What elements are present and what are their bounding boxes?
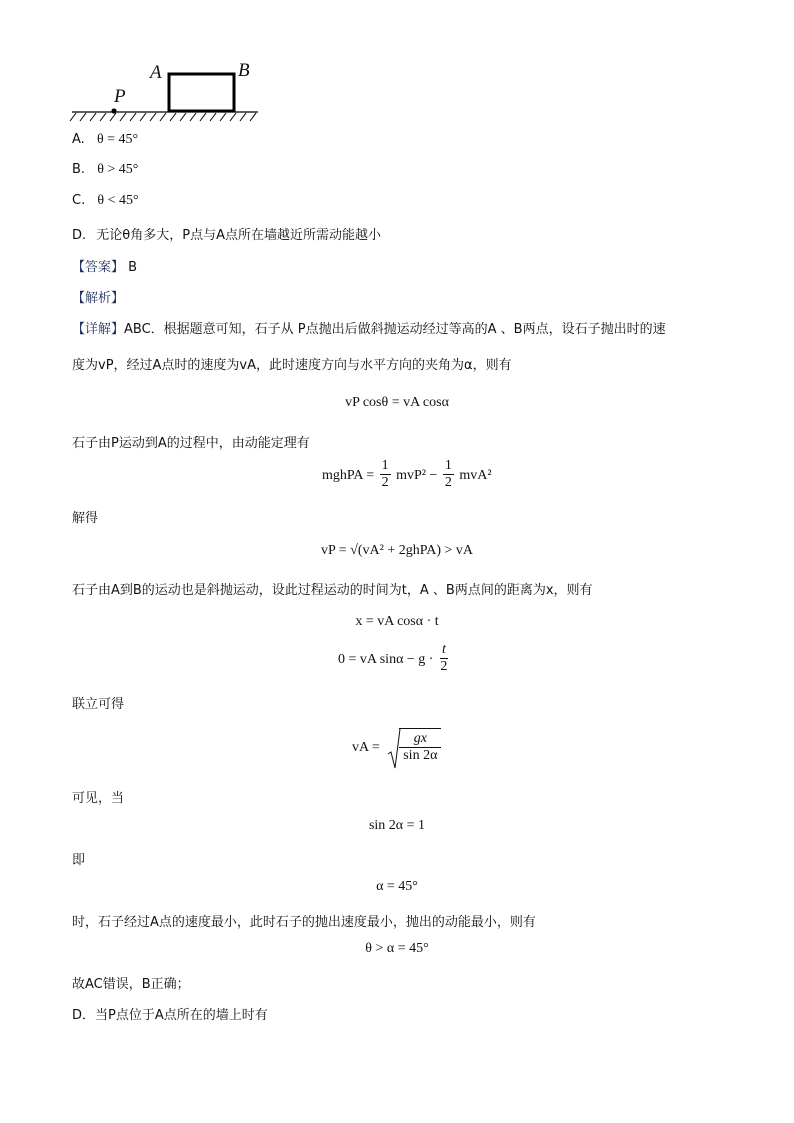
- equation-8: α = 45°: [376, 879, 418, 894]
- equation-6: [352, 728, 441, 764]
- eq6-sqrt: [387, 728, 441, 764]
- eq2-right: mvA²: [459, 468, 492, 483]
- eq5-frac-den: 2: [440, 659, 448, 674]
- option-d-letter: D.: [72, 228, 87, 243]
- option-a: [72, 132, 138, 148]
- eq6-left: vA =: [352, 740, 380, 755]
- answer-value: B: [128, 260, 138, 275]
- detail-line-6: 联立可得: [72, 697, 125, 712]
- option-b-letter: B.: [72, 162, 86, 177]
- equation-1: vP cosθ = vA cosα: [345, 395, 449, 410]
- detail-line-9: 时，石子经过A点的速度最小，此时石子的抛出速度最小，抛出的动能最小，则有: [72, 915, 536, 930]
- detail-line-4: 解得: [72, 511, 99, 526]
- detail-line-3: 石子由P运动到A的过程中，由动能定理有: [72, 436, 310, 451]
- option-c: [72, 193, 139, 209]
- option-b-expr: θ > 45°: [97, 162, 139, 177]
- option-b: [72, 162, 138, 178]
- eq2-mid: mvP² −: [396, 468, 438, 483]
- equation-9: θ > α = 45°: [365, 941, 429, 956]
- equation-4: x = vA cosα · t: [355, 614, 439, 629]
- eq5-frac: [440, 642, 448, 675]
- equation-5: [338, 642, 448, 675]
- detail-line-10: 故AC错误，B正确；: [72, 977, 190, 992]
- option-d-text: 无论θ角多大，P点与A点所在墙越近所需动能越小: [96, 228, 381, 243]
- detail-line-7: 可见，当: [72, 791, 125, 806]
- answer-line: [72, 256, 137, 275]
- eq5-left: 0 = vA sinα − g ·: [338, 652, 434, 667]
- eq2-frac-b-den: 2: [444, 475, 452, 490]
- analysis-tag: 【解析】: [72, 291, 125, 306]
- equation-7: sin 2α = 1: [368, 818, 426, 833]
- detail-line-5: 石子由A到B的运动也是斜抛运动，设此过程运动的时间为t，A 、B两点间的距离为x，则有: [72, 583, 593, 598]
- eq2-frac-a-num: 1: [381, 458, 389, 473]
- equation-2: [322, 458, 492, 491]
- eq2-frac-a: [380, 458, 391, 491]
- detail-line-8: 即: [72, 853, 86, 868]
- option-c-expr: θ < 45°: [97, 193, 139, 208]
- label-a: A: [150, 62, 162, 83]
- detail-line-2: 度为vP，经过A点时的速度为vA，此时速度方向与水平方向的夹角为α，则有: [72, 358, 512, 373]
- label-p: P: [114, 86, 126, 107]
- detail-tag: 【详解】: [72, 322, 125, 337]
- eq6-frac-num: gx: [399, 731, 441, 748]
- eq2-frac-b: [443, 458, 454, 491]
- label-b: B: [238, 60, 250, 81]
- answer-tag: 【答案】: [72, 260, 125, 275]
- eq2-left: mghPA =: [322, 468, 375, 483]
- eq6-frac: [399, 728, 441, 764]
- option-d: [72, 224, 381, 243]
- detail-line-1: [72, 318, 666, 337]
- eq5-frac-num: t: [441, 642, 446, 657]
- eq6-frac-den: sin 2α: [403, 748, 438, 763]
- option-a-letter: A.: [72, 132, 85, 147]
- eq2-frac-a-den: 2: [381, 475, 389, 490]
- detail-text-1: ABC．根据题意可知，石子从 P点抛出后做斜抛运动经过等高的A 、B两点，设石子抛出时的速: [124, 322, 666, 337]
- option-c-letter: C.: [72, 193, 86, 208]
- sqrt-sign: [387, 728, 401, 772]
- detail-line-11: D．当P点位于A点所在的墙上时有: [72, 1008, 268, 1023]
- option-a-expr: θ = 45°: [96, 132, 139, 147]
- equation-3: vP = √(vA² + 2ghPA) > vA: [321, 543, 473, 558]
- eq2-frac-b-num: 1: [444, 458, 452, 473]
